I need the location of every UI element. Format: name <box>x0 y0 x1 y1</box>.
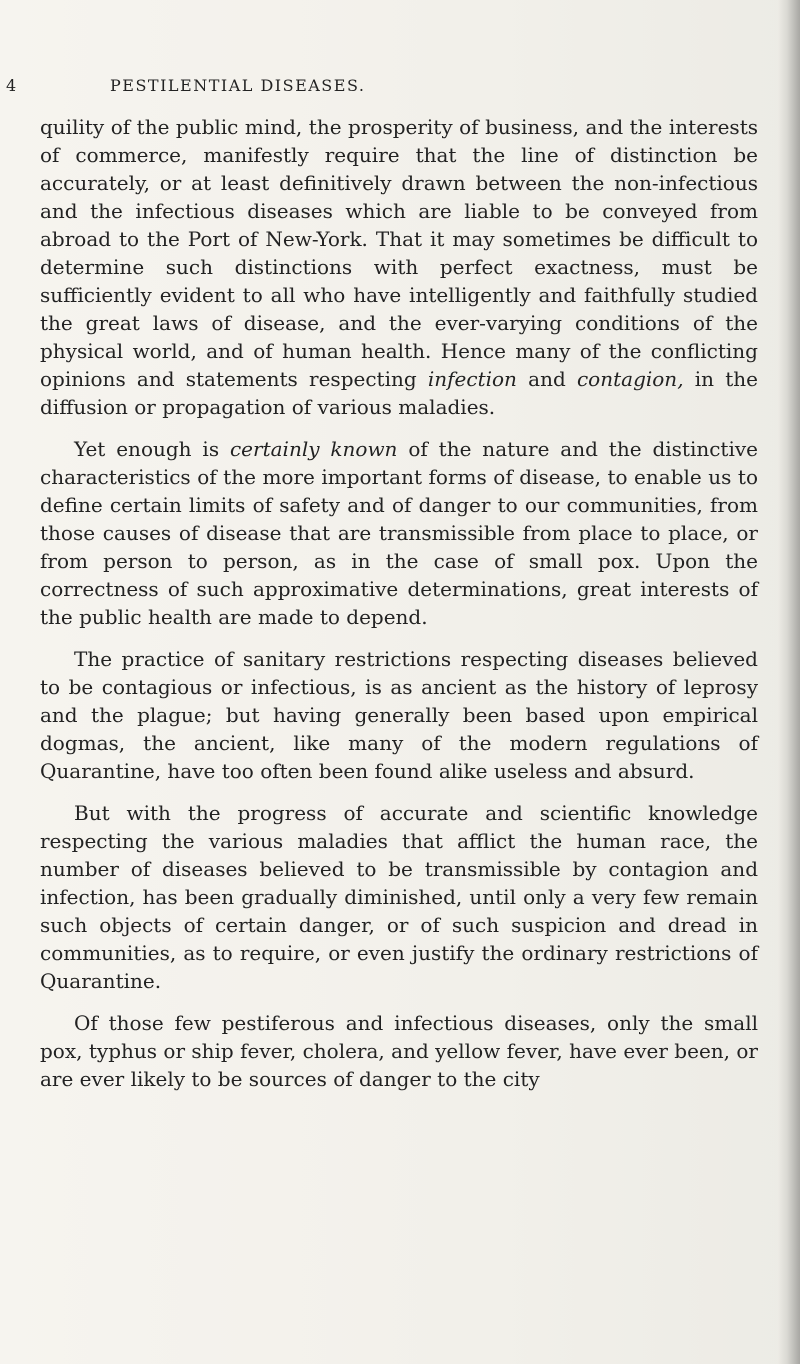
text-segment: The practice of sanitary restrictions respecting diseases believed to be contagious or infectious, is as ancient as the history of leprosy and the plague; but having generally been based upon empirical dogmas, the ancient, like many of the modern regulations of Quarantine, have too often been found alike useless and absurd. <box>40 647 758 783</box>
text-segment: and <box>516 367 577 391</box>
text-segment: Yet enough is <box>74 437 230 461</box>
running-title: PESTILENTIAL DISEASES. <box>110 76 366 95</box>
page-edge-shadow <box>778 0 800 1364</box>
body-text <box>40 113 758 1093</box>
paragraph <box>40 113 758 421</box>
text-segment: of the nature and the distinctive characteristics of the more important forms of disease, to enable us to define certain limits of safety and of danger to our communities, from those causes of disease that are transmissible from place to place, or from person to person, as in the case of small pox. Upon the correctness of such approximative determinations, great interests of the public health are made to depend. <box>40 437 758 629</box>
text-segment: But with the progress of accurate and scientific knowledge respecting the various maladies that afflict the human race, the number of diseases believed to be transmissible by contagion and infection, has been gradually diminished, until only a very few remain such objects of certain danger, or of such suspicion and dread in communities, as to require, or even justify the ordinary restrictions of Quarantine. <box>40 801 758 993</box>
paragraph <box>40 645 758 785</box>
italic-segment: infection <box>427 367 517 391</box>
text-segment: in the diffusion or propagation of various maladies. <box>40 367 759 419</box>
text-segment: Of those few pestiferous and infectious diseases, only the small pox, typhus or ship fever, cholera, and yellow fever, have ever been, or are ever likely to be sources of danger to the city <box>40 1011 758 1091</box>
paragraph <box>40 1009 758 1093</box>
italic-segment: certainly known <box>229 437 398 461</box>
paragraph <box>40 799 758 995</box>
page-number: 4 <box>6 76 18 95</box>
italic-segment: contagion, <box>576 367 684 391</box>
text-segment: quility of the public mind, the prosperity of business, and the interests of commerce, manifestly require that the line of distinction be accurately, or at least definitively drawn between the non-infectious and the infectious diseases which are liable to be conveyed from abroad to the Port of New-York. That it may sometimes be difficult to determine such distinctions with perfect exactness, must be sufficiently evident to all who have intelligently and faithfully studied the great laws of disease, and the ever-varying conditions of the physical world, and of human health. Hence many of the conflicting opinions and statements respecting <box>40 115 758 391</box>
paragraph <box>40 435 758 631</box>
running-header <box>6 76 626 98</box>
